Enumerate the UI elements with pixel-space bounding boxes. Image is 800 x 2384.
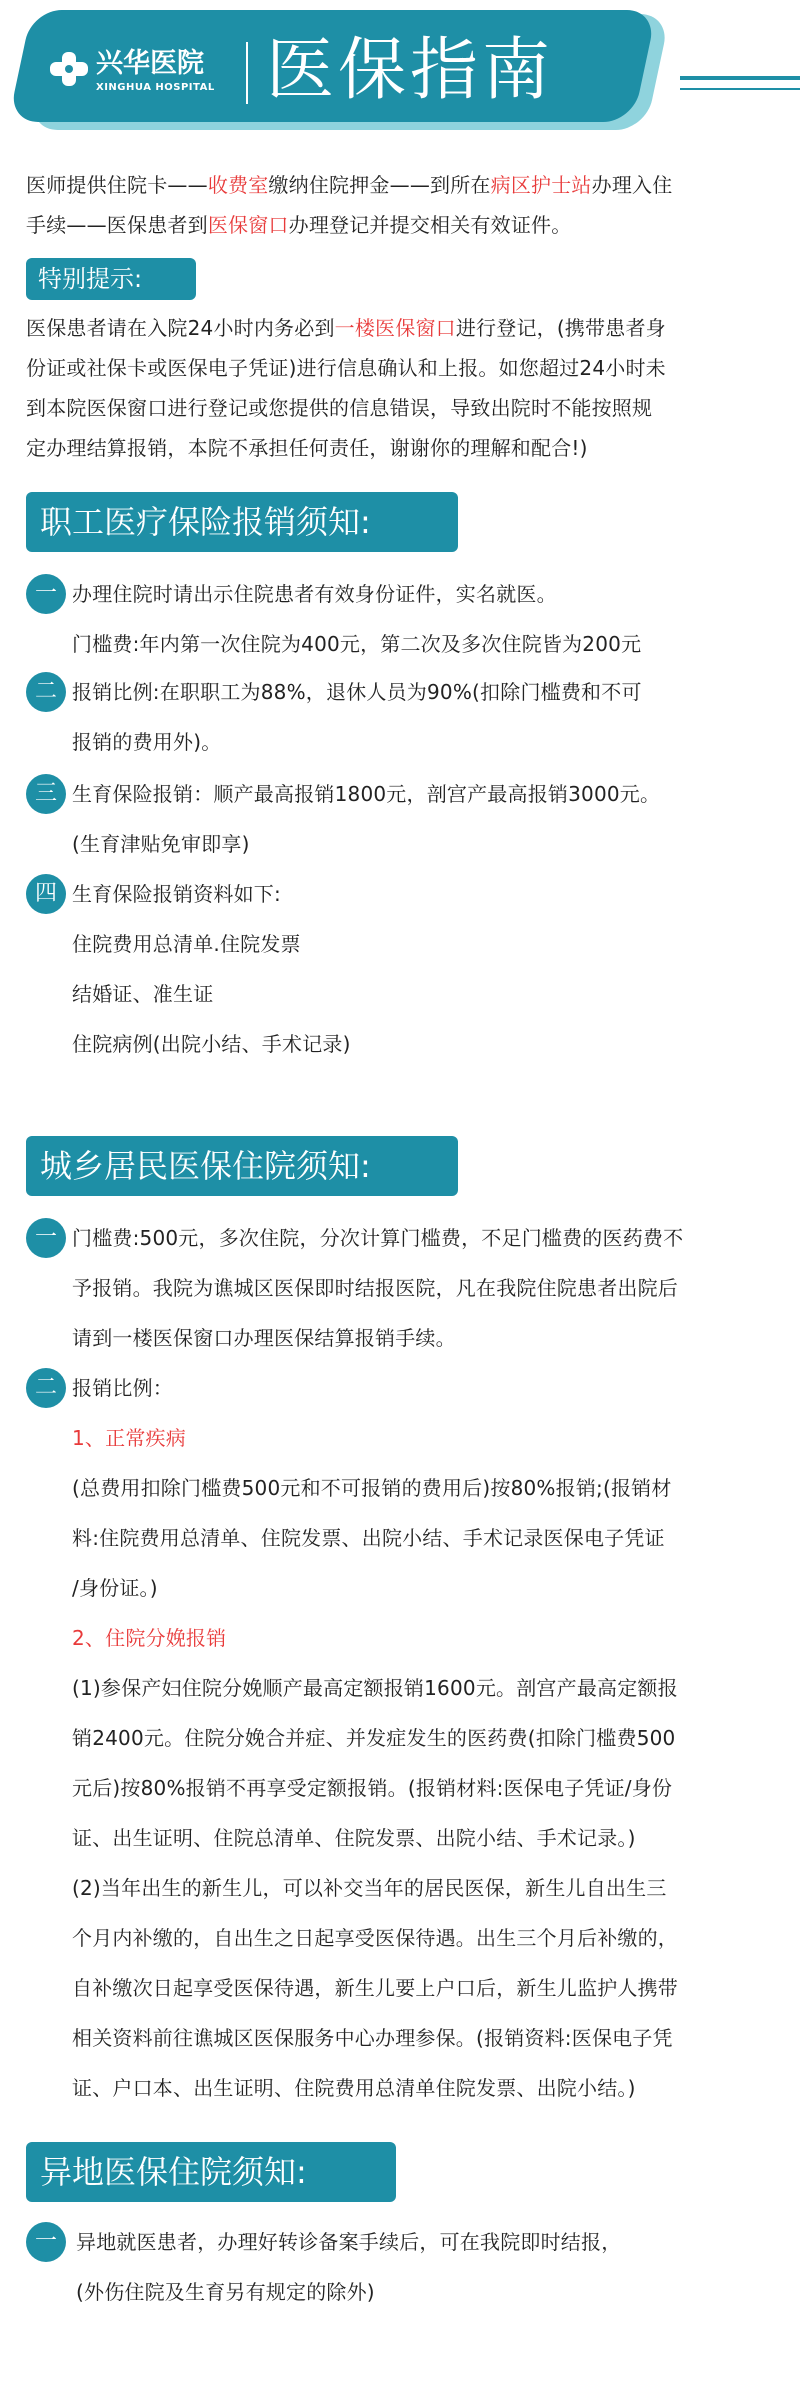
employee-item-4-doc-1: 住院费用总清单.住院发票 bbox=[72, 932, 301, 956]
number-badge-1: 一 bbox=[26, 2222, 66, 2262]
employee-item-3-note: (生育津贴免审即享) bbox=[72, 832, 250, 856]
employee-item-4-doc-3: 住院病例(出院小结、手术记录) bbox=[72, 1032, 351, 1056]
resident-item-1-line-2: 予报销。我院为谯城区医保即时结报医院，凡在我院住院患者出院后 bbox=[72, 1276, 678, 1300]
employee-item-4-doc-2: 结婚证、准生证 bbox=[72, 982, 214, 1006]
newborn-line-3: 自补缴次日起享受医保待遇，新生儿要上户口后，新生儿监护人携带 bbox=[72, 1976, 678, 2000]
intro-line-1: 医师提供住院卡——收费室缴纳住院押金——到所在病区护士站办理入住 bbox=[26, 173, 673, 197]
section-employee-insurance-title: 职工医疗保险报销须知: bbox=[26, 492, 458, 552]
number-badge-3: 三 bbox=[26, 774, 66, 814]
page-title: 医保指南 bbox=[266, 31, 555, 110]
employee-item-2: 报销比例:在职职工为88%，退休人员为90%(扣除门槛费和不可 bbox=[72, 680, 642, 704]
newborn-line-1: (2)当年出生的新生儿，可以补交当年的居民医保，新生儿自出生三 bbox=[72, 1876, 667, 1900]
resident-item-2: 报销比例： bbox=[72, 1376, 173, 1400]
hospital-logo-icon bbox=[50, 52, 90, 86]
subheading-childbirth: 2、住院分娩报销 bbox=[72, 1626, 227, 1650]
intro-line-2: 手续——医保患者到医保窗口办理登记并提交相关有效证件。 bbox=[26, 213, 572, 237]
newborn-line-2: 个月内补缴的，自出生之日起享受医保待遇。出生三个月后补缴的， bbox=[72, 1926, 678, 1950]
notice-line-1: 医保患者请在入院24小时内务必到一楼医保窗口进行登记，(携带患者身 bbox=[26, 316, 666, 340]
resident-item-1-line-3: 请到一楼医保窗口办理医保结算报销手续。 bbox=[72, 1326, 456, 1350]
newborn-line-4: 相关资料前往谯城区医保服务中心办理参保。(报销资料:医保电子凭 bbox=[72, 2026, 673, 2050]
employee-item-4: 生育保险报销资料如下: bbox=[72, 882, 281, 906]
notice-line-4: 定办理结算报销，本院不承担任何责任，谢谢你的理解和配合!) bbox=[26, 436, 588, 460]
number-badge-1: 一 bbox=[26, 574, 66, 614]
header-rule bbox=[680, 76, 800, 80]
childbirth-line-1: (1)参保产妇住院分娩顺产最高定额报销1600元。剖宫产最高定额报 bbox=[72, 1676, 678, 1700]
employee-item-2-cont: 报销的费用外)。 bbox=[72, 730, 222, 754]
number-badge-2: 二 bbox=[26, 672, 66, 712]
childbirth-line-2: 销2400元。住院分娩合并症、并发症发生的医药费(扣除门槛费500 bbox=[72, 1726, 676, 1750]
resident-item-1-line-1: 门槛费:500元，多次住院，分次计算门槛费，不足门槛费的医药费不 bbox=[72, 1226, 684, 1250]
header-rule-thin bbox=[680, 88, 800, 90]
notice-line-2: 份证或社保卡或医保电子凭证)进行信息确认和上报。如您超过24小时未 bbox=[26, 356, 666, 380]
logo-name-cn: 兴华医院 bbox=[96, 48, 204, 79]
header-divider bbox=[246, 42, 248, 104]
employee-item-1: 办理住院时请出示住院患者有效身份证件，实名就医。 bbox=[72, 582, 557, 606]
remote-item-1-line-1: 异地就医患者，办理好转诊备案手续后，可在我院即时结报， bbox=[76, 2230, 622, 2254]
childbirth-line-4: 证、出生证明、住院总清单、住院发票、出院小结、手术记录。) bbox=[72, 1826, 636, 1850]
number-badge-1: 一 bbox=[26, 1218, 66, 1258]
number-badge-2: 二 bbox=[26, 1368, 66, 1408]
normal-illness-line-2: 料:住院费用总清单、住院发票、出院小结、手术记录医保电子凭证 bbox=[72, 1526, 665, 1550]
logo-name-en: XINGHUA HOSPITAL bbox=[96, 82, 215, 93]
childbirth-line-3: 元后)按80%报销不再享受定额报销。(报销材料:医保电子凭证/身份 bbox=[72, 1776, 673, 1800]
newborn-line-5: 证、户口本、出生证明、住院费用总清单住院发票、出院小结。) bbox=[72, 2076, 636, 2100]
special-notice-label: 特别提示: bbox=[26, 258, 196, 300]
employee-item-1-threshold: 门槛费:年内第一次住院为400元，第二次及多次住院皆为200元 bbox=[72, 632, 642, 656]
remote-item-1-line-2: (外伤住院及生育另有规定的除外) bbox=[76, 2280, 375, 2304]
section-resident-insurance-title: 城乡居民医保住院须知: bbox=[26, 1136, 458, 1196]
number-badge-4: 四 bbox=[26, 874, 66, 914]
normal-illness-line-3: /身份证。) bbox=[72, 1576, 158, 1600]
notice-line-3: 到本院医保窗口进行登记或您提供的信息错误，导致出院时不能按照规 bbox=[26, 396, 653, 420]
section-remote-insurance-title: 异地医保住院须知: bbox=[26, 2142, 396, 2202]
subheading-normal-illness: 1、正常疾病 bbox=[72, 1426, 186, 1450]
employee-item-3: 生育保险报销：顺产最高报销1800元，剖宫产最高报销3000元。 bbox=[72, 782, 661, 806]
normal-illness-line-1: (总费用扣除门槛费500元和不可报销的费用后)按80%报销;(报销材 bbox=[72, 1476, 672, 1500]
